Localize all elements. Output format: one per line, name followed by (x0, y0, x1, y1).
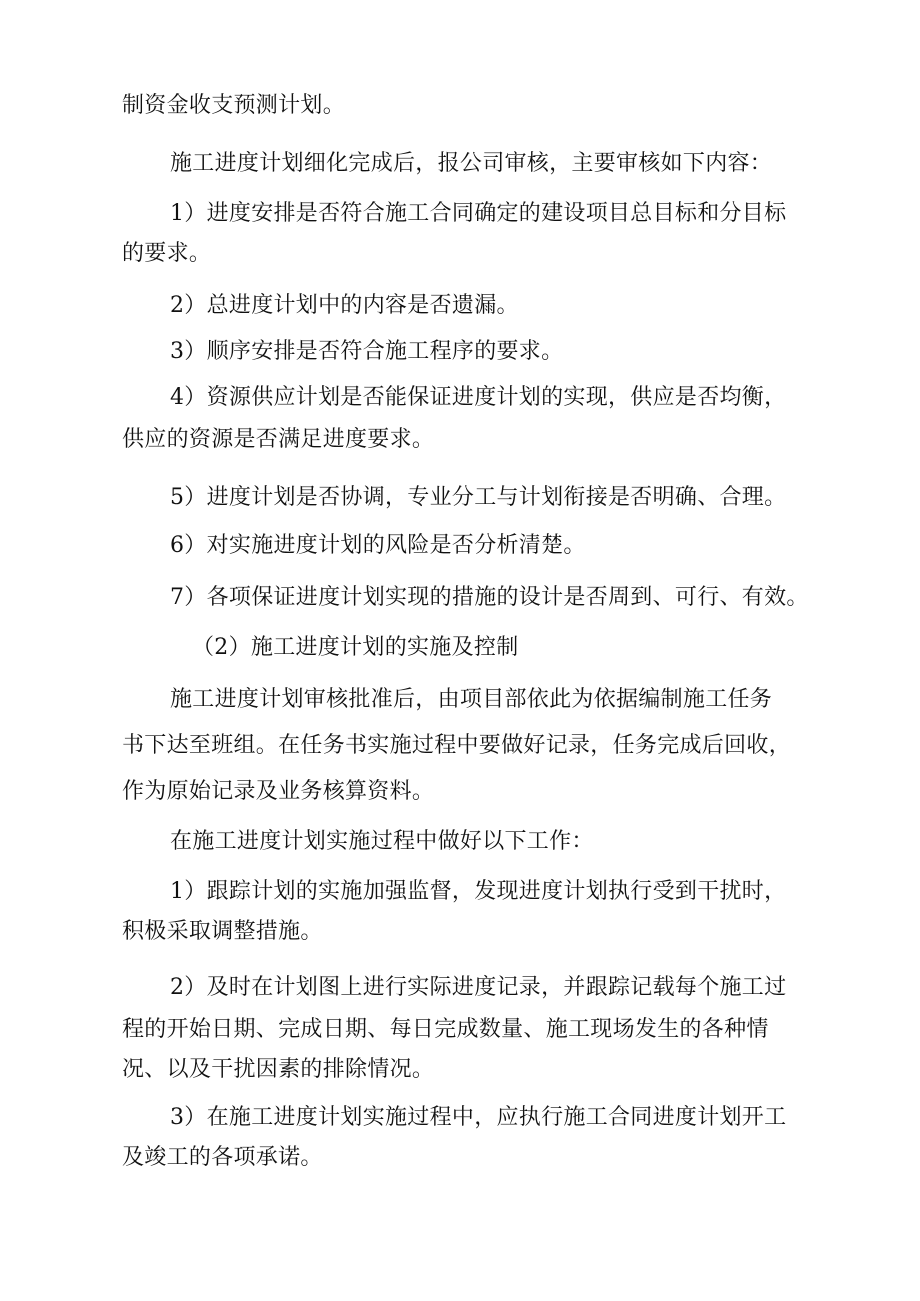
text-line: 制资金收支预测计划。 (122, 93, 346, 118)
text-line: 施工进度计划审核批准后，由项目部依此为依据编制施工任务 (170, 687, 773, 712)
list-item-3: 3）顺序安排是否符合施工程序的要求。 (170, 339, 564, 364)
text-line: 积极采取调整措施。 (122, 919, 323, 944)
list-item-5: 5）进度计划是否协调，专业分工与计划衔接是否明确、合理。 (170, 485, 787, 510)
text-line: 程的开始日期、完成日期、每日完成数量、施工现场发生的各种情 (122, 1017, 769, 1042)
list-item-4: 4）资源供应计划是否能保证进度计划的实现，供应是否均衡， (170, 385, 787, 410)
list-item-7: 7）各项保证进度计划实现的措施的设计是否周到、可行、有效。 (170, 585, 809, 610)
work-item-1: 1）跟踪计划的实施加强监督，发现进度计划执行受到干扰时， (170, 879, 787, 904)
list-item-2: 2）总进度计划中的内容是否遗漏。 (170, 293, 519, 318)
text-line: 及竣工的各项承诺。 (122, 1145, 323, 1170)
list-item-1: 1）进度安排是否符合施工合同确定的建设项目总目标和分目标 (170, 201, 787, 226)
text-line: 作为原始记录及业务核算资料。 (122, 779, 435, 804)
section-heading: （2）施工进度计划的实施及控制 (192, 635, 519, 660)
text-line: 供应的资源是否满足进度要求。 (122, 427, 435, 452)
text-line: 的要求。 (122, 241, 212, 266)
text-line: 在施工进度计划实施过程中做好以下工作： (170, 829, 594, 854)
text-line: 施工进度计划细化完成后，报公司审核，主要审核如下内容： (170, 151, 773, 176)
text-line: 书下达至班组。在任务书实施过程中要做好记录，任务完成后回收， (122, 733, 792, 758)
list-item-6: 6）对实施进度计划的风险是否分析清楚。 (170, 533, 586, 558)
text-line: 况、以及干扰因素的排除情况。 (122, 1057, 435, 1082)
work-item-3: 3）在施工进度计划实施过程中，应执行施工合同进度计划开工 (170, 1105, 787, 1130)
work-item-2: 2）及时在计划图上进行实际进度记录，并跟踪记载每个施工过 (170, 975, 787, 1000)
